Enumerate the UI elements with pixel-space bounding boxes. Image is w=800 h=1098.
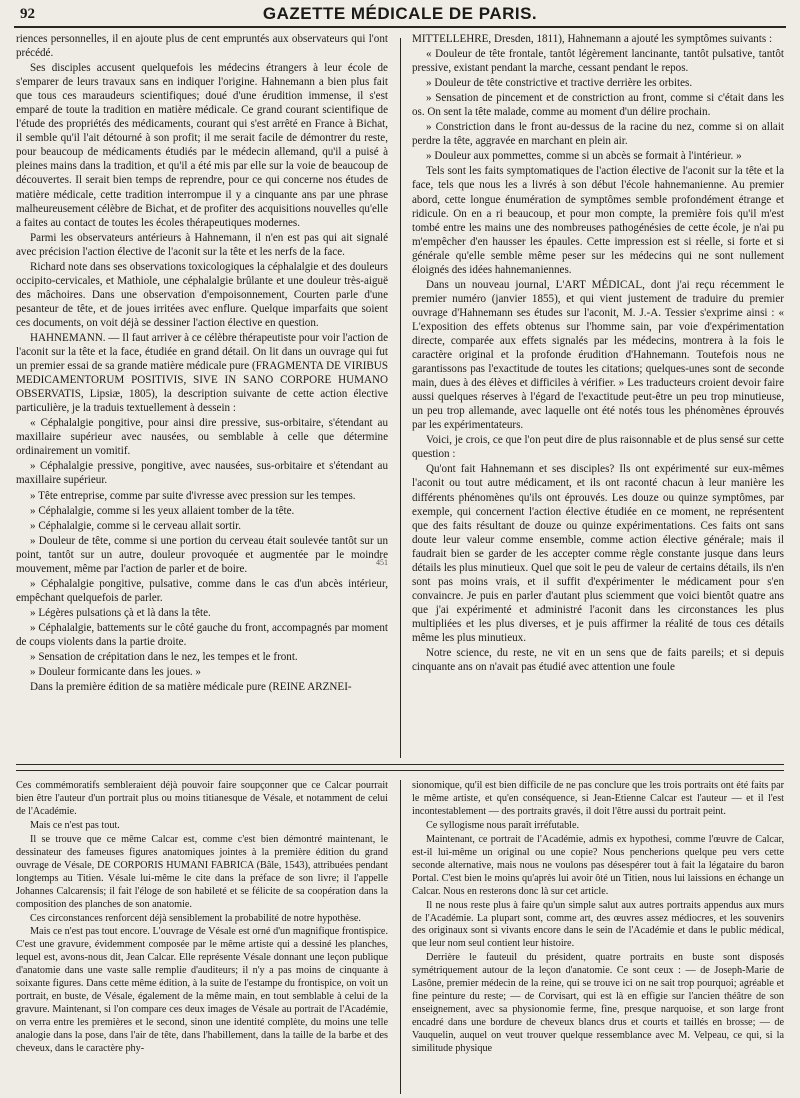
- page-header: [14, 4, 786, 28]
- paragraph: sionomique, qu'il est bien difficile de ne pas conclure que les trois portraits ont été faits par le même artiste, et qu'en conséquence, si Jean-Etienne Calcar est l'auteur — et il l'est incontestablement — des portraits gravés, il doit l'être aussi du portrait peint.: [412, 780, 784, 817]
- paragraph: Dans la première édition de sa matière médicale pure (REINE ARZNEI-: [30, 681, 352, 694]
- lower-left-column: [16, 780, 388, 1094]
- paragraph: Mais ce n'est pas tout.: [30, 819, 120, 831]
- paragraph: Ses disciples accusent quelquefois les médecins étrangers à leur école de s'emparer de leurs travaux sans en indiquer l'origine. Hahnemann a bien plus fait que tous ces maraudeurs scientifiques; doué d'une érudition immense, il s'est emparé de toute la tradition en matière médicale. Ce grand courant scientifique de l'étude des propriétés des médicaments, courant qui s'est arrêté en France à Bichat, il semble qu'il l'ait détourné à son profit; il me serait facile de démontrer du reste, pour beaucoup de médicaments étudiés par le médecin allemand, qu'il a puisé à pleines mains dans la tradition, et qu'il a été mis par elle sur la voie de beaucoup de découvertes. Il serait bien temps de reprendre, pour ce qui concerne nos études de matière médicale, cette tradition interrompue il y a cinquante ans par une phrase malheureusement célèbre de Bichat, et de profiter des acquisitions nouvelles qu'elle a faites au contact de toutes les écoles thérapeutiques modernes.: [16, 62, 388, 229]
- upper-right-column: [412, 32, 784, 758]
- paragraph: » Douleur de tête constrictive et tractive derrière les orbites.: [426, 77, 693, 90]
- paragraph: riences personnelles, il en ajoute plus de cent empruntés aux observateurs qui l'ont précédé.: [16, 33, 388, 60]
- paragraph: » Tête entreprise, comme par suite d'ivresse avec pression sur les tempes.: [30, 489, 356, 502]
- paragraph: Ces commémoratifs sembleraient déjà pouvoir faire soupçonner que ce Calcar pourrait bien être l'auteur d'un portrait plus ou moins titianesque de Vésale, et notamment de celui de l'Académie.: [16, 780, 388, 817]
- column-rule: [400, 780, 401, 1094]
- paragraph: Notre science, du reste, ne vit en un sens que de faits pareils; et si depuis cinquante ans on n'avait pas étudié avec attention une foule: [412, 647, 784, 674]
- paragraph: « Céphalalgie pongitive, pour ainsi dire pressive, sus-orbitaire, s'étendant au maxillaire supérieur avec nausées, ou semblable à celle que détermine ordinairement un vomitif.: [16, 417, 388, 458]
- column-rule: [400, 38, 401, 758]
- upper-left-column: [16, 32, 388, 758]
- paragraph: » Céphalalgie, battements sur le côté gauche du front, accompagnés par moment de coups violents dans la partie droite.: [16, 621, 388, 648]
- paragraph: Il ne nous reste plus à faire qu'un simple salut aux autres portraits appendus aux murs de l'Académie. La plupart sont, comme art, des œuvres assez médiocres, et les souvenirs des originaux sont si vivants encore dans le sein de l'Académie et dans le public médical, que leur nom seul contient leur histoire.: [412, 899, 784, 950]
- paragraph: Maintenant, ce portrait de l'Académie, admis ex hypothesi, comme l'œuvre de Calcar, est-il lui-même un original ou une copie? Nous pencherions quelque peu vers cette seconde alternative, mais nous ne voulons pas désespérer tout à fait la légataire du baron Portal. C'est bien le moins qu'après lui avoir ôté un Titien, nous lui laissions en échange un Calcar. Nous en resterons donc là sur cet article.: [412, 833, 784, 897]
- paragraph: » Céphalalgie pongitive, pulsative, comme dans le cas d'un abcès intérieur, empêchant quelquefois de parler.: [16, 577, 388, 604]
- paragraph: MITTELLEHRE, Dresden, 1811), Hahnemann a ajouté les symptômes suivants :: [412, 33, 773, 45]
- paragraph: Parmi les observateurs antérieurs à Hahnemann, il n'en est pas qui ait signalé avec précision l'action élective de l'aconit sur la tête et les nerfs de la face.: [16, 231, 388, 258]
- paragraph: Qu'ont fait Hahnemann et ses disciples? Ils ont expérimenté sur eux-mêmes l'aconit ou tout autre médicament, et ils ont raconté chacun à leur manière les différents phénomènes qu'ils ont éprouvés. Les douze ou quinze symptômes, par exemple, qui concernent l'action élective étudiée en ce moment, ne représentent que des faits résultant de douze ou quinze expérimentations. Ces faits ont sans doute leur valeur comme ensemble, comme action élective générale; mais il faudrait bien se garder de les accepter comme règle constante jusque dans leurs détails les plus minutieux. Quel que soit le peu de valeur de certains détails, ils n'en sont pas moins vrais, et il suffit d'expérimenter le médicament pour s'en convaincre. Je puis en parler d'autant plus sciemment que voici bientôt quatre ans que j'ai expérimenté et administré l'aconit dans les circonstances les plus multipliées et les plus diverses, et je puis affirmer la réalité de tous ces détails même les plus minutieux.: [412, 463, 784, 644]
- margin-note: 451: [376, 558, 388, 567]
- paragraph: » Légères pulsations çà et là dans la tête.: [30, 606, 211, 619]
- paragraph: Tels sont les faits symptomatiques de l'action élective de l'aconit sur la tête et la face, tels que nous les a livrés à son début l'école hahnemanienne. Au premier abord, cette longue énumération de symptômes semble profondément étrange et ridicule. On en a ri beaucoup, et pour mon compte, la première fois qu'il m'est tombé entre les mains une des nombreuses pathogénésies de cette école, je n'ai pu m'empêcher d'en hausser les épaules. Cette impression est si réelle, si forte et si générale qu'elle semble même peser sur les médecins qui ne sont nullement éloignés des idées hahnemaniennes.: [412, 165, 784, 276]
- paragraph: Mais ce n'est pas tout encore. L'ouvrage de Vésale est orné d'un magnifique frontispice. C'est une gravure, évidemment composée par le même artiste qui a dessiné les planches, lequel est, avons-nous dit, Jean Calcar. Elle représente Vésale donnant une leçon publique d'anatomie dans une vaste salle remplie d'auditeurs; il n'y a pas moins de cinquante à soixante figures. Dans cette même édition, à la suite de l'estampe du frontispice, on voit un portrait, en buste, de Vésale, également de la même main, en tout semblable à celui de la gravure. Maintenant, si l'on compare ces deux images de Vésale au portrait de l'Académie, on verra entre les premières et le second, sinon une identité complète, du moins une telle analogie dans la pose, dans l'air de tête, dans l'habillement, dans la taille de la barbe et des cheveux, dans le caractère phy-: [16, 926, 388, 1055]
- journal-title: GAZETTE MÉDICALE DE PARIS.: [262, 4, 538, 23]
- feuilleton-separator: [16, 764, 784, 771]
- paragraph: » Constriction dans le front au-dessus de la racine du nez, comme si on allait perdre la tête, aggravée en marchant en plein air.: [412, 121, 784, 148]
- paragraph: « Douleur de tête frontale, tantôt légèrement lancinante, tantôt pulsative, tantôt pressive, existant pendant la marche, cessant pendant le repos.: [412, 48, 784, 75]
- page-number: 92: [20, 6, 35, 22]
- paragraph: » Céphalalgie, comme si les yeux allaient tomber de la tête.: [30, 504, 295, 517]
- paragraph: » Sensation de pincement et de constriction au front, comme si c'était dans les os. On sent la tête malade, comme au moment d'un délire prochain.: [412, 92, 784, 119]
- paragraph: Dans un nouveau journal, L'ART MÉDICAL, dont j'ai reçu récemment le premier numéro (janvier 1855), et qui vient justement de traduire du premier ouvrage d'Hahnemann ses études sur l'aconit, M. J.-A. Tessier s'exprime ainsi : « L'exposition des effets obtenus sur l'homme sain, par voie d'expérimentation directe, comparée aux effets signalés par les médecins, montrera à la fois le caractère original et la profonde érudition d'Hahnemann. Toutefois nous ne garantissons pas l'exactitude de toutes les citations; quelques-unes sont de seconde main, dues à des élèves et difficiles à vérifier. » Les traducteurs croient devoir faire aussi quelques réserves à l'égard de l'exactitude peut-être un peu trop minutieuse, un peu trop allemande, avec laquelle ont été notés tous les phénomènes éprouvés par les expérimentateurs.: [412, 278, 784, 432]
- paragraph: Ces circonstances renforcent déjà sensiblement la probabilité de notre hypothèse.: [30, 912, 361, 924]
- paragraph: Il se trouve que ce même Calcar est, comme c'est bien démontré maintenant, le dessinateur des fameuses figures anatomiques jointes à la première édition du grand ouvrage de Vésale, DE CORPORIS HUMANI FABRICA (Bâle, 1543), attribuées pendant longtemps au Titien. Vésale lui-même le cite dans la préface de son livre; il l'appelle Johannes Calcarensis; il fait l'éloge de son habileté et se félicite de sa coopération dans la composition des planches de son anatomie.: [16, 833, 388, 910]
- upper-article: [16, 32, 784, 758]
- paragraph: » Douleur aux pommettes, comme si un abcès se formait à l'intérieur. »: [426, 150, 742, 163]
- paragraph: » Douleur formicante dans les joues. »: [30, 666, 201, 679]
- paragraph: Voici, je crois, ce que l'on peut dire de plus raisonnable et de plus sensé sur cette question :: [412, 434, 784, 461]
- paragraph: Derrière le fauteuil du président, quatre portraits en buste sont disposés symétriquement autour de la leçon d'anatomie. Ce sont ceux : — de Joseph-Marie de Lasône, premier médecin de la reine, qui se trouve ici on ne sait trop pourquoi; agréable et fine peinture du reste; — de Corvisart, qui est là en effigie sur l'ancien théâtre de son enseignement, avec sa physionomie ferme, fine, presque narquoise, et son large front encadré dans une bordure de cheveux blancs drus et courts et taillés en brosse; — de Vauquelin, auquel on veut trouver quelque ressemblance avec M. Velpeau, ce qui, si la similitude physique: [412, 952, 784, 1055]
- paragraph: Richard note dans ses observations toxicologiques la céphalalgie et des douleurs occipito-cervicales, et Mathiole, une céphalalgie brûlante et une douleur très-aiguë des mâchoires. Dans une observation d'empoisonnement, Courten parle d'une pesanteur de tête, et de joues irritées avec enflure. Quelque imparfaits que soient ces documents, on voit déjà se dessiner l'action élective en question.: [16, 260, 388, 329]
- paragraph: Ce syllogisme nous paraît irréfutable.: [426, 819, 580, 831]
- paragraph: » Céphalalgie pressive, pongitive, avec nausées, sus-orbitaire et s'étendant au maxillaire supérieur.: [16, 460, 388, 487]
- paragraph: » Céphalalgie, comme si le cerveau allait sortir.: [30, 519, 242, 532]
- paragraph: » Sensation de crépitation dans le nez, les tempes et le front.: [30, 651, 298, 664]
- paragraph: HAHNEMANN. — Il faut arriver à ce célèbre thérapeutiste pour voir l'action de l'aconit sur la tête et la face, étudiée en grand détail. On lit dans un ouvrage qui fut un premier essai de sa grande matière médicale pure (FRAGMENTA DE VIRIBUS MEDICAMENTORUM POSITIVIS, SIVE IN SANO CORPORE HUMANO OBSERVATIS, Lipsiæ, 1805), la description suivante de cette action élective particulière, je la traduis textuellement à dessein :: [16, 331, 388, 415]
- lower-right-column: [412, 780, 784, 1094]
- paragraph: » Douleur de tête, comme si une portion du cerveau était soulevée tantôt sur un point, tantôt sur un autre, douleur provoquée et augmentée par le moindre mouvement, même par l'action de parler et de boire.: [16, 534, 388, 575]
- feuilleton-section: [16, 780, 784, 1094]
